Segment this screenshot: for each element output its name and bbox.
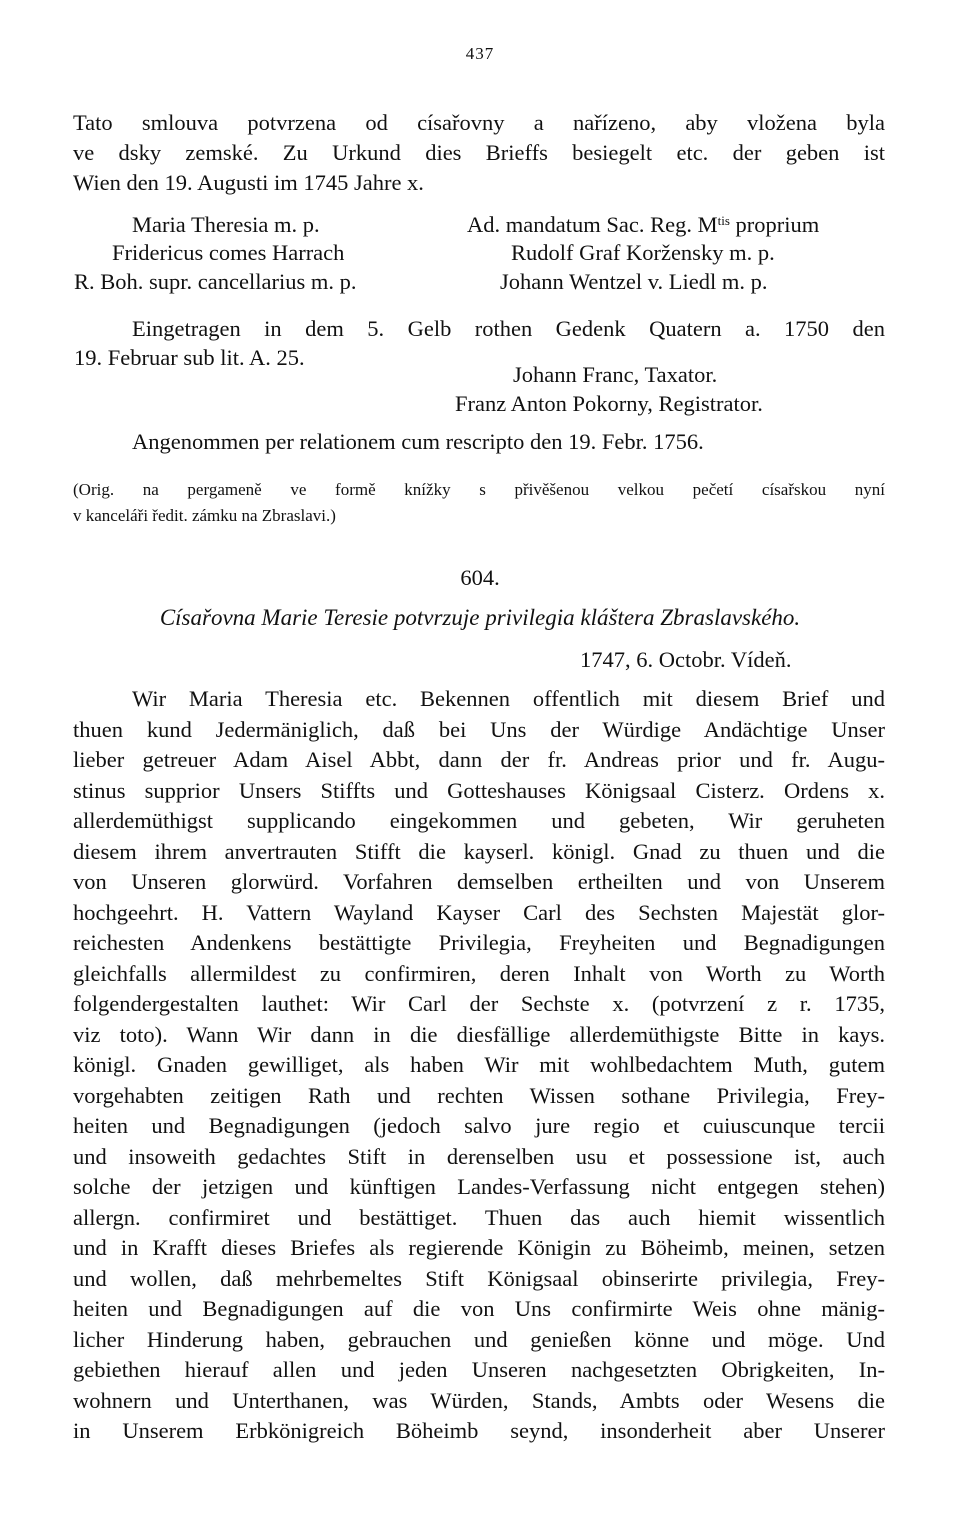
registration-line: Eingetragen in dem 5. Gelb rothen Gedenk Quatern a. 1750 den [132,316,885,341]
body-line: thuen kund Jedermäniglich, daß bei Uns der Würdige Andächtige Unser [73,716,885,742]
body-line: lieber getreuer Adam Aisel Abbt, dann der fr. Andreas prior und fr. Augu- [73,747,885,772]
signature-left: Maria Theresia m. p. [132,212,320,237]
registration-line: 19. Februar sub lit. A. 25. [74,345,305,370]
body-line: licher Hinderung haben, gebrauchen und genießen könne und möge. Und [73,1326,885,1352]
signature-left: Fridericus comes Harrach [112,240,345,265]
mandatum-text: Ad. mandatum Sac. Reg. M [467,212,718,237]
body-line: allergn. confirmiret und bestättiget. Thuen das auch hiemit wissentlich [73,1204,885,1230]
mandatum-text-end: proprium [729,212,820,237]
document-number: 604. [460,565,500,590]
page-number: 437 [465,44,495,63]
body-line: gleichfalls allermildest zu confirmiren, deren Inhalt von Worth zu Worth [73,960,885,986]
signature-left: R. Boh. supr. cancellarius m. p. [74,269,357,294]
body-line: heiten und Begnadigungen (jedoch salvo jure regio et cuiuscunque tercii [73,1113,885,1138]
document-date: 1747, 6. Octobr. Vídeň. [580,647,792,672]
body-line: königl. Gnaden gewilliget, als haben Wir mit wohlbedachtem Muth, gutem [73,1052,885,1077]
acceptance-line: Angenommen per relationem cum rescripto den 19. Febr. 1756. [132,429,704,454]
body-line: solche der jetzigen und künftigen Landes-Verfassung nicht entgegen stehen) [73,1174,885,1199]
body-line: und in Krafft dieses Briefes als regierende Königin zu Böheimb, meinen, setzen [73,1235,885,1260]
body-line: und insoweith gedachtes Stift in derenselben usu et possessione ist, auch [73,1143,885,1169]
body-line: und wollen, daß mehrbemeltes Stift Königsaal obinserirte privilegia, Frey- [73,1265,885,1291]
body-line: vorgehabten zeitigen Rath und rechten Wissen sothane Privilegia, Frey- [73,1082,885,1108]
body-line: diesem ihrem anvertrauten Stifft die kayserl. königl. Gnad zu thuen und die [73,838,885,864]
signature-right [467,210,819,240]
body-line: stinus supprior Unsers Stiffts und Gotteshauses Königsaal Cisterz. Ordens x. [73,777,885,803]
body-line: viz toto). Wann Wir dann in die diesfällige allerdemüthigste Bitte in kays. [73,1021,885,1047]
body-line: Wir Maria Theresia etc. Bekennen offentlich mit diesem Brief und [132,686,885,711]
intro-line: Wien den 19. Augusti im 1745 Jahre x. [73,170,424,195]
body-line: wohnern und Unterthanen, was Würden, Stands, Ambts oder Wesens die [73,1387,885,1413]
registrator-signature: Franz Anton Pokorny, Registrator. [455,391,763,416]
taxator-signature: Johann Franc, Taxator. [513,362,718,387]
body-line: allerdemüthigst supplicando eingekommen und gebeten, Wir geruheten [73,808,885,833]
body-line: in Unserem Erbkönigreich Böheimb seynd, insonderheit aber Unserer [73,1418,885,1443]
signature-right: Johann Wentzel v. Liedl m. p. [500,269,768,294]
signature-right: Rudolf Graf Koržensky m. p. [511,240,775,265]
intro-line: Tato smlouva potvrzena od císařovny a nařízeno, aby vložena byla [73,110,885,135]
archival-note-line: (Orig. na pergameně ve formě knížky s přivěšenou velkou pečetí císařskou nyní [73,480,885,499]
intro-line: ve dsky zemské. Zu Urkund dies Brieffs besiegelt etc. der geben ist [73,140,885,165]
body-line: reichesten Andenkens bestättigte Privilegia, Freyheiten und Begnadigungen [73,930,885,955]
body-line: heiten und Begnadigungen auf die von Uns confirmirte Weis ohne mänig- [73,1296,885,1321]
mandatum-superscript: tis [717,213,730,228]
body-line: hochgeehrt. H. Vattern Wayland Kayser Carl des Sechsten Majestät glor- [73,899,885,925]
document-title: Císařovna Marie Teresie potvrzuje privilegia kláštera Zbraslavského. [159,605,801,630]
body-line: gebiethen hierauf allen und jeden Unseren nachgesetzten Obrigkeiten, In- [73,1357,885,1382]
body-line: folgendergestalten lauthet: Wir Carl der Sechste x. (potvrzení z r. 1735, [73,991,885,1016]
body-line: von Unseren glorwürd. Vorfahren demselben ertheilten und von Unserem [73,869,885,894]
archival-note-line: v kanceláři ředit. zámku na Zbraslavi.) [73,506,336,525]
